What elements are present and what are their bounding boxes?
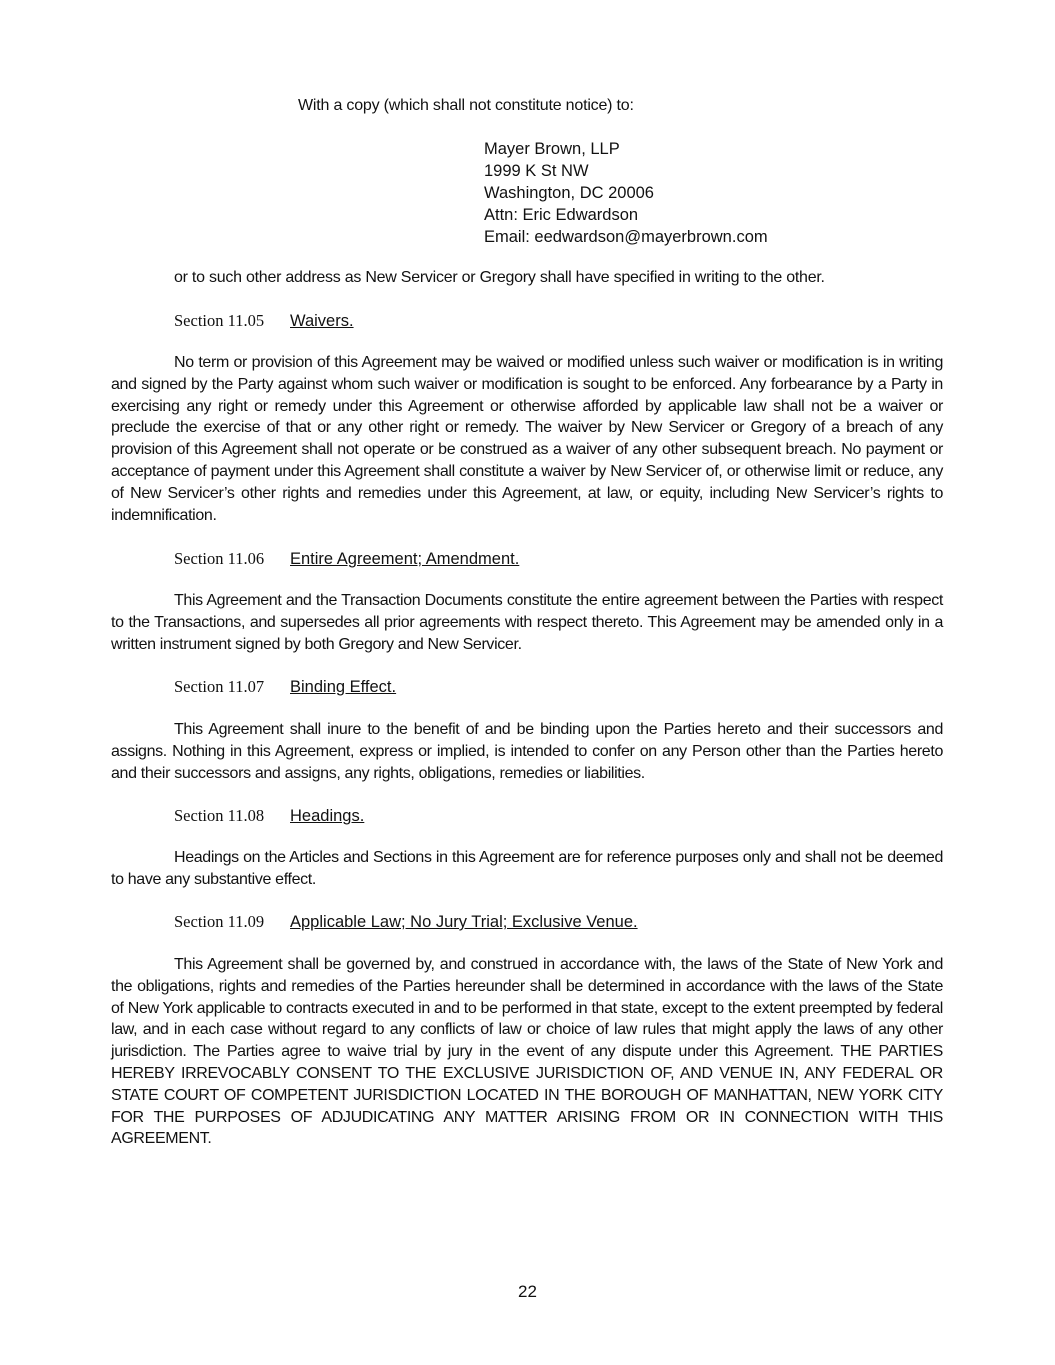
address-firm: Mayer Brown, LLP (484, 140, 620, 158)
section-body-text: Headings on the Articles and Sections in this Agreement are for reference purposes only and shall not be deemed to have any substantive effect. (111, 849, 943, 888)
section-title: Waivers. (290, 312, 354, 330)
section-heading-11-07 (174, 676, 396, 698)
section-title: Applicable Law; No Jury Trial; Exclusive Venue. (290, 913, 638, 931)
section-body-text: This Agreement and the Transaction Documents constitute the entire agreement between the Parties with respect to the Transactions, and supersedes all prior agreements with respect thereto. This Agreement may be amended only in a written instrument signed by both Gregory and New Servicer. (111, 592, 943, 653)
section-heading-11-06 (174, 548, 519, 570)
section-body-11-09 (111, 954, 943, 1150)
section-body-text: This Agreement shall be governed by, and construed in accordance with, the laws of the State of New York and the obligations, rights and remedies of the Parties hereunder shall be determined in accordance with the laws of the State of New York applicable to contracts executed in and to be performed in that state, except to the extent preempted by federal law, and in each case without regard to any conflicts of law or choice of law rules that might apply the laws of any other jurisdiction. The Parties agree to waive trial by jury in the event of any dispute under this Agreement. THE PARTIES HEREBY IRREVOCABLY CONSENT TO THE EXCLUSIVE JURISDICTION OF, AND VENUE IN, ANY FEDERAL OR STATE COURT OF COMPETENT JURISDICTION LOCATED IN THE BOROUGH OF MANHATTAN, NEW YORK CITY FOR THE PURPOSES OF ADJUDICATING ANY MATTER ARISING FROM OR IN CONNECTION WITH THIS AGREEMENT. (111, 956, 943, 1148)
section-body-text: This Agreement shall inure to the benefit of and be binding upon the Parties hereto and their successors and assigns. Nothing in this Agreement, express or implied, is intended to confer on any Person other than the Parties hereto and their successors and assigns, any rights, obligations, remedies or liabilities. (111, 721, 943, 782)
section-heading-11-09 (174, 911, 638, 933)
section-title: Entire Agreement; Amendment. (290, 550, 520, 568)
section-heading-11-08 (174, 805, 364, 827)
section-number: Section 11.09 (174, 912, 265, 931)
address-city: Washington, DC 20006 (484, 184, 654, 202)
section-title: Headings. (290, 807, 365, 825)
section-number: Section 11.05 (174, 311, 265, 330)
address-attention: Attn: Eric Edwardson (484, 206, 639, 224)
section-body-11-07 (111, 719, 943, 784)
address-block (484, 138, 768, 248)
section-body-text: No term or provision of this Agreement may be waived or modified unless such waiver or modification is in writing and signed by the Party against whom such waiver or modification is sought to be enforced. Any forbearance by a Party in exercising any right or remedy under this Agreement or otherwise afforded by applicable law shall not be a waiver or preclude the exercise of that or any other right or remedy. The waiver by New Servicer or Gregory of a breach of any provision of this Agreement shall not operate or be construed as a waiver of any other subsequent breach. No payment or acceptance of payment under this Agreement shall constitute a waiver by New Servicer of, or otherwise limit or reduce, any of New Servicer’s other rights and remedies under this Agreement, at law, or equity, including New Servicer’s rights to indemnification. (111, 354, 943, 524)
section-number: Section 11.08 (174, 806, 265, 825)
copy-notice-intro: With a copy (which shall not constitute notice) to: (298, 97, 634, 114)
alternate-address-clause: or to such other address as New Servicer or Gregory shall have specified in writing to the other. (174, 269, 825, 286)
address-email: Email: eedwardson@mayerbrown.com (484, 228, 768, 246)
section-heading-11-05 (174, 310, 354, 332)
section-body-11-08 (111, 847, 943, 891)
section-body-11-06 (111, 590, 943, 655)
section-title: Binding Effect. (290, 678, 397, 696)
section-body-11-05 (111, 352, 943, 526)
section-number: Section 11.06 (174, 549, 265, 568)
address-street: 1999 K St NW (484, 162, 589, 180)
page-number: 22 (518, 1282, 537, 1301)
section-number: Section 11.07 (174, 677, 265, 696)
